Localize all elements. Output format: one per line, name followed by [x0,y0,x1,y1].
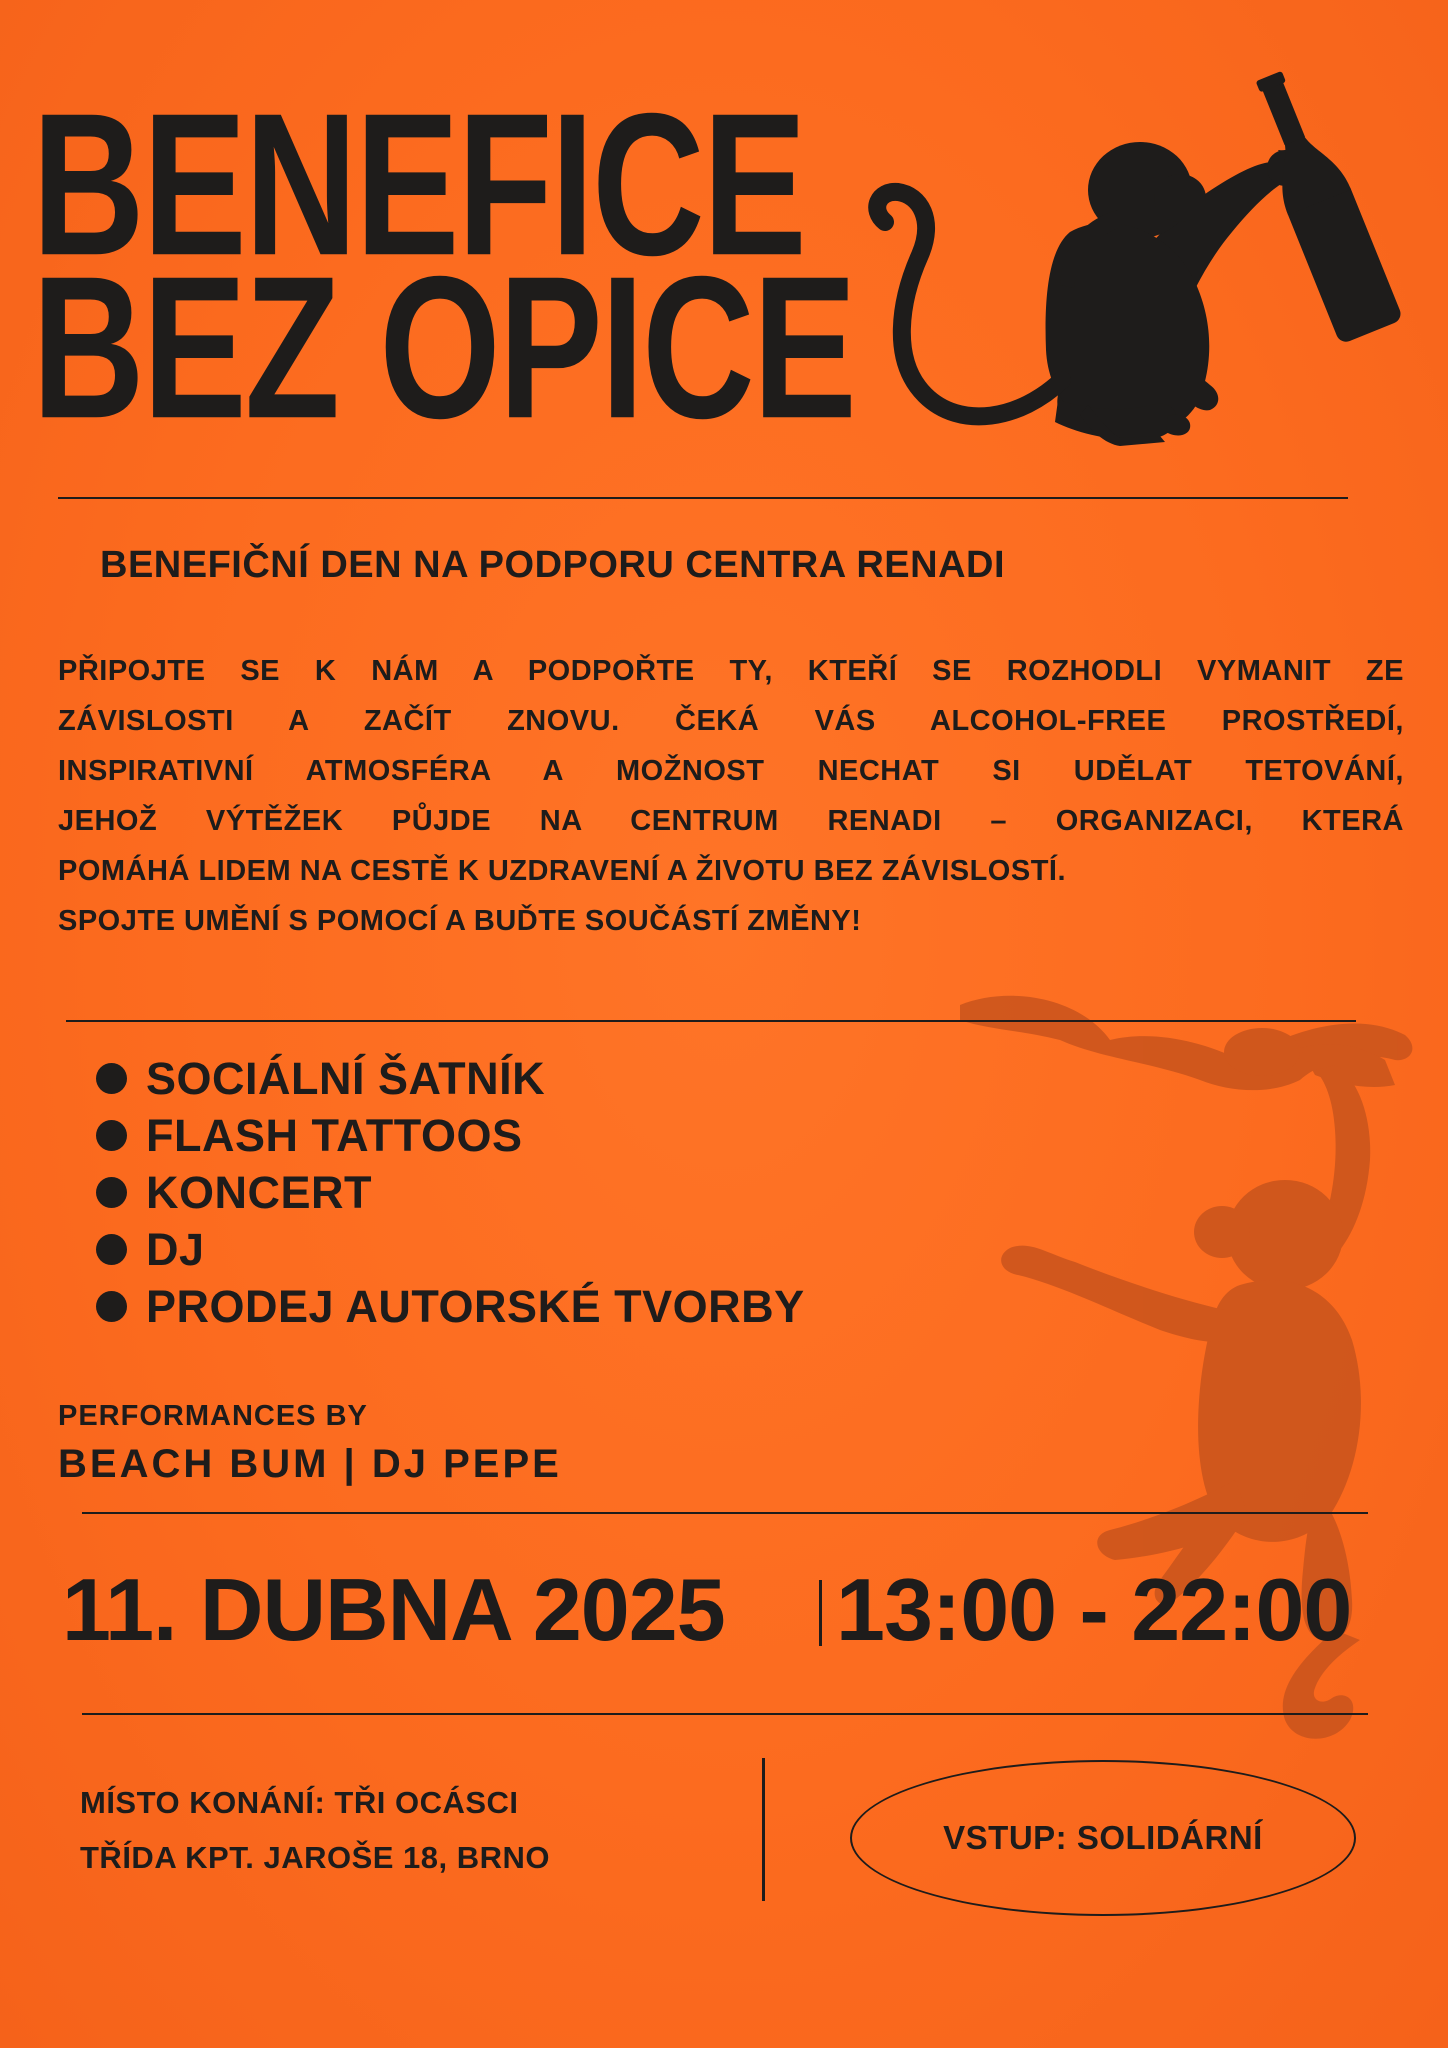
description-line: SPOJTE UMĚNÍ S POMOCÍ A BUĎTE SOUČÁSTÍ ZMĚNY! [58,905,862,937]
feature-item [96,1107,805,1164]
feature-label: DJ [146,1224,205,1275]
description-line: JEHOŽ VÝTĚŽEK PŮJDE NA CENTRUM RENADI – ORGANIZACI, KTERÁ [58,805,1404,837]
feature-label: KONCERT [146,1167,372,1218]
bullet-icon [96,1120,127,1151]
date-time-separator [819,1580,822,1646]
venue-address: TŘÍDA KPT. JAROŠE 18, BRNO [80,1840,551,1875]
divider-features [66,1020,1356,1022]
event-date: 11. DUBNA 2025 [62,1560,725,1659]
description-line: POMÁHÁ LIDEM NA CESTĚ K UZDRAVENÍ A ŽIVOTU BEZ ZÁVISLOSTÍ. [58,855,1067,887]
feature-item [96,1278,805,1335]
venue-name: MÍSTO KONÁNÍ: TŘI OCÁSCI [80,1785,519,1820]
feature-item [96,1164,805,1221]
entry-badge: VSTUP: SOLIDÁRNÍ [850,1760,1356,1916]
description [58,646,1404,946]
subtitle: BENEFIČNÍ DEN NA PODPORU CENTRA RENADI [100,544,1006,586]
bullet-icon [96,1063,127,1094]
divider-top [58,497,1348,499]
feature-item [96,1050,805,1107]
divider-date-bottom [82,1713,1368,1715]
performers: BEACH BUM | DJ PEPE [58,1442,562,1486]
title-line-1: BENEFICE [32,72,805,299]
description-line: INSPIRATIVNÍ ATMOSFÉRA A MOŽNOST NECHAT SI UDĚLAT TETOVÁNÍ, [58,755,1404,787]
description-line: ZÁVISLOSTI A ZAČÍT ZNOVU. ČEKÁ VÁS ALCOHOL-FREE PROSTŘEDÍ, [58,705,1404,737]
bullet-icon [96,1291,127,1322]
bullet-icon [96,1177,127,1208]
feature-item [96,1221,805,1278]
description-line: PŘIPOJTE SE K NÁM A PODPOŘTE TY, KTEŘÍ SE ROZHODLI VYMANIT ZE [58,655,1404,687]
event-time: 13:00 - 22:00 [836,1560,1352,1659]
performances-label: PERFORMANCES BY [58,1400,368,1432]
bullet-icon [96,1234,127,1265]
feature-label: FLASH TATTOOS [146,1110,523,1161]
feature-label: SOCIÁLNÍ ŠATNÍK [146,1053,546,1104]
divider-date-top [82,1512,1368,1514]
venue-separator [762,1758,765,1901]
title-line-2: BEZ OPICE [32,235,855,462]
feature-label: PRODEJ AUTORSKÉ TVORBY [146,1281,805,1332]
feature-list [96,1050,805,1335]
